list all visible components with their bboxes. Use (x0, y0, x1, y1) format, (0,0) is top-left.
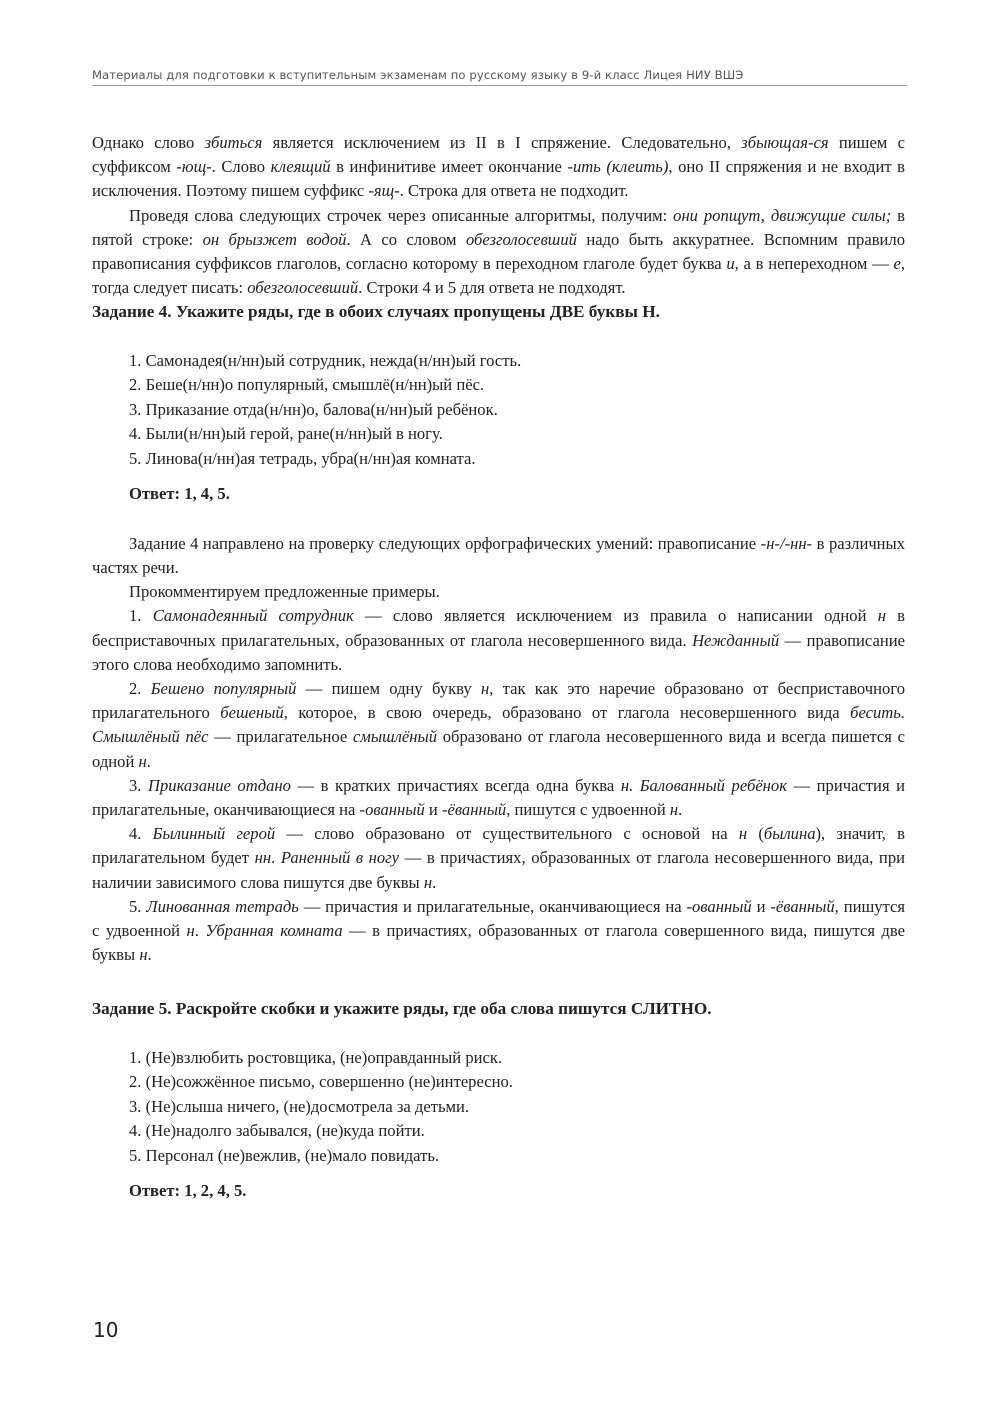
list-item: 1. (Не)взлюбить ростовщика, (не)оправданный риск. (129, 1047, 503, 1067)
list-item: 5. Персонал (не)вежлив, (не)мало повидать. (129, 1146, 440, 1166)
list-item: 2. (Не)сожжённое письмо, совершенно (не)интересно. (129, 1072, 513, 1092)
task-5-title: Задание 5. Раскройте скобки и укажите ряды, где оба слова пишутся СЛИТНО. (92, 999, 712, 1019)
paragraph-algorithm: Проведя слова следующих строчек через описанные алгоритмы, получим: они ропщут, движущие силы; в пятой строке: он брызжет водой. А со словом обезголосевший надо быть аккуратнее. Вспомним правило правописания суффиксов глаголов, согласно которому в переходном глаголе будет буква и, а в непереходном — е, тогда следует писать: обезголосевший. Строки 4 и 5 для ответа не подходят. (92, 205, 905, 298)
task-4-comment: Прокомментируем предложенные примеры. (129, 582, 440, 602)
task-4-answer: Ответ: 1, 4, 5. (129, 483, 230, 503)
task-4-options (92, 349, 905, 472)
task-5-answer: Ответ: 1, 2, 4, 5. (129, 1180, 247, 1200)
explanation-1: 1. Самонадеянный сотрудник — слово является исключением из правила о написании одной н в бесприставочных прилагательных, образованных от глагола несовершенного вида. Нежданный — правописание этого слова необходимо запомнить. (92, 606, 906, 674)
page-number: 10 (93, 1318, 119, 1342)
explanation-2: 2. Бешено популярный — пишем одну букву н, так как это наречие образовано от бесприставочного прилагательного бешеный, которое, в свою очередь, образовано от глагола несовершенного вида бесить. Смышлёный пёс — прилагательное смышлёный образовано от глагола несовершенного вида и всегда пишется с одной н. (92, 679, 906, 771)
list-item: 4. Были(н/нн)ый герой, ране(н/нн)ый в ногу. (129, 424, 443, 444)
paragraph-conjugation: Однако слово збиться является исключением из II в I спряжение. Следовательно, збыющая-ся пишем с суффиксом -ющ-. Слово клеящий в инфинитиве имеет окончание -ить (клеить), оно II спряжения и не входит в исключения. Поэтому пишем суффикс -ящ-. Строка для ответа не подходит. (92, 133, 906, 201)
page-content (92, 131, 905, 1203)
task-5-options (92, 1046, 905, 1169)
list-item: 4. (Не)надолго забывался, (не)куда пойти. (129, 1121, 425, 1141)
running-header: Материалы для подготовки к вступительным экзаменам по русскому языку в 9-й класс Лицея НИУ ВШЭ (92, 68, 907, 86)
explanation-5: 5. Линованная тетрадь — причастия и прилагательные, оканчивающиеся на -ованный и -ёванный, пишутся с удвоенной н. Убранная комната — в причастиях, образованных от глагола совершенного вида, пишутся две буквы н. (92, 896, 905, 965)
explanation-3: 3. Приказание отдано — в кратких причастиях всегда одна буква н. Балованный ребёнок — причастия и прилагательные, оканчивающиеся на -ованный и -ёванный, пишутся с удвоенной н. (92, 775, 905, 820)
list-item: 3. (Не)слыша ничего, (не)досмотрела за детьми. (129, 1096, 470, 1116)
list-item: 3. Приказание отда(н/нн)о, балова(н/нн)ый ребёнок. (129, 399, 498, 419)
list-item: 1. Самонадея(н/нн)ый сотрудник, нежда(н/нн)ый гость. (129, 350, 522, 370)
list-item: 2. Беше(н/нн)о популярный, смышлё(н/нн)ый пёс. (129, 375, 485, 395)
explanation-4: 4. Былинный герой — слово образовано от существительного с основой на н (былина), значит, в прилагательном будет нн. Раненный в ногу — в причастиях, образованных от глагола несовершенного вида, при наличии зависимого слова пишутся две буквы н. (92, 824, 905, 892)
task-4-title: Задание 4. Укажите ряды, где в обоих случаях пропущены ДВЕ буквы Н. (92, 302, 660, 322)
list-item: 5. Линова(н/нн)ая тетрадь, убра(н/нн)ая комната. (129, 449, 476, 468)
task-4-intro: Задание 4 направлено на проверку следующих орфографических умений: правописание -н-/-нн- в различных частях речи. (92, 533, 905, 577)
